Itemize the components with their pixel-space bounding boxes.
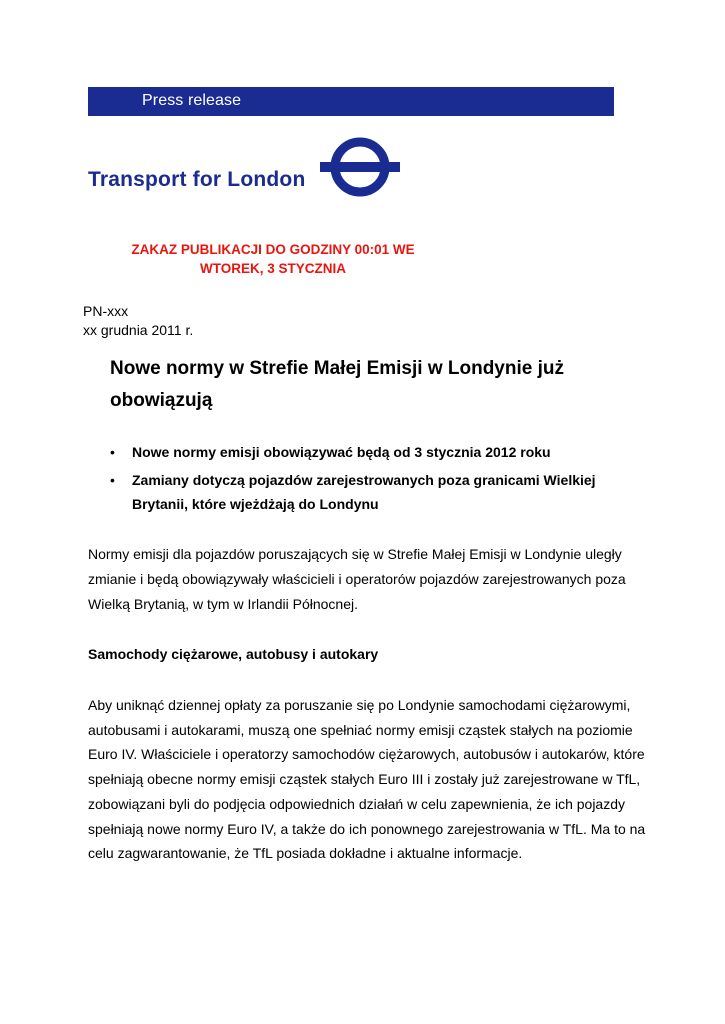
headline: Nowe normy w Strefie Małej Emisji w Londynie już obowiązują — [110, 358, 564, 411]
tfl-roundel-icon — [318, 136, 402, 198]
press-release-banner — [88, 87, 614, 116]
bullet-icon: • — [110, 444, 115, 460]
embargo-line-1: ZAKAZ PUBLIKACJI DO GODZINY 00:01 WE — [131, 242, 415, 257]
reference-date: xx grudnia 2011 r. — [83, 322, 194, 338]
bullet-item — [110, 468, 630, 516]
embargo-notice — [108, 240, 438, 278]
brand-name: Transport for London — [88, 168, 306, 191]
bullet-text: Nowe normy emisji obowiązywać będą od 3 stycznia 2012 roku — [132, 444, 551, 460]
body-paragraph-1: Normy emisji dla pojazdów poruszających się w Strefie Małej Emisji w Londynie uległy zmianie i będą obowiązywały właścicieli i operatorów pojazdów zarejestrowanych poza Wielką Brytanią, w tym w Irlandii Północnej. — [88, 546, 626, 612]
bullet-list — [110, 440, 630, 520]
bullet-text: Zamiany dotyczą pojazdów zarejestrowanych poza granicami Wielkiej Brytanii, które wjeżdżają do Londynu — [132, 472, 596, 512]
body-paragraph-2: Aby uniknąć dziennej opłaty za poruszanie się po Londynie samochodami ciężarowymi, autobusami i autokarami, muszą one spełniać normy emisji cząstek stałych na poziomie Euro IV. Właściciele i operatorzy samochodów ciężarowych, autobusów i autokarów, które spełniają obecne normy emisji cząstek stałych Euro III i zostały już zarejestrowane w TfL, zobowiązani byli do podjęcia odpowiednich działań w celu zapewnienia, że ich pojazdy spełniają nowe normy Euro IV, a także do ich ponownego zarejestrowania w TfL. Ma to na celu zagwarantowanie, że TfL posiada dokładne i aktualne informacje. — [88, 697, 646, 862]
section-subheading: Samochody ciężarowe, autobusy i autokary — [88, 646, 379, 662]
bullet-icon: • — [110, 472, 115, 488]
bullet-item — [110, 440, 630, 464]
reference-code: PN-xxx — [83, 303, 129, 319]
embargo-line-2: WTOREK, 3 STYCZNIA — [199, 261, 346, 276]
reference-block — [83, 302, 193, 340]
banner-label: Press release — [142, 92, 242, 109]
